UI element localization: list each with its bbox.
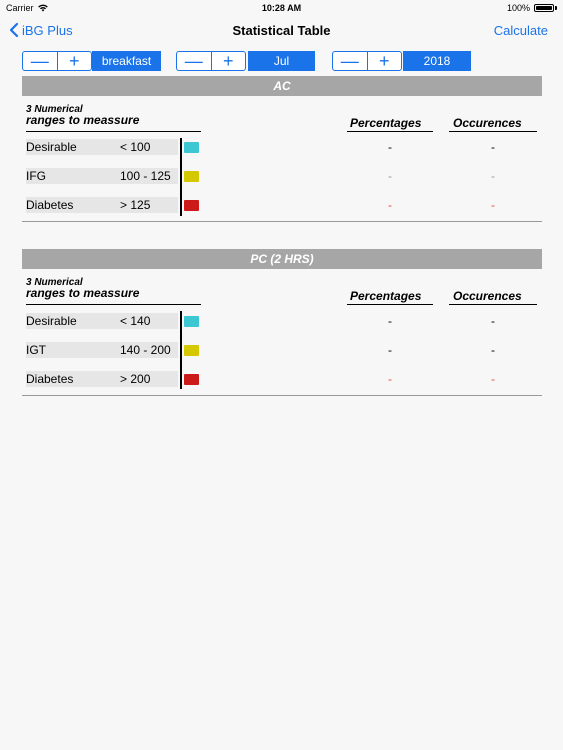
warning-swatch [184, 345, 199, 356]
occurences-underline [449, 131, 537, 132]
status-time: 10:28 AM [261, 3, 302, 13]
section-header: AC [22, 76, 542, 96]
year-increment-button[interactable]: + [367, 52, 402, 70]
carrier-label: Carrier [6, 3, 34, 13]
occurences-value: - [491, 198, 495, 212]
desirable-swatch [184, 316, 199, 327]
occurences-value: - [491, 314, 495, 328]
percentages-underline [347, 304, 433, 305]
page-title: Statistical Table [232, 23, 331, 38]
battery-tip [555, 6, 557, 10]
year-decrement-button[interactable]: — [340, 51, 359, 71]
row-name: Desirable [26, 139, 118, 155]
percentages-header: Percentages [350, 289, 422, 303]
row-name: Diabetes [26, 197, 118, 213]
meal-stepper[interactable] [22, 51, 92, 71]
section-bottom-line [22, 395, 542, 396]
calculate-button[interactable]: Calculate [493, 23, 548, 38]
meal-increment-button[interactable]: + [57, 52, 92, 70]
ranges-title [26, 277, 139, 299]
ranges-underline [26, 131, 201, 132]
battery-icon [534, 4, 554, 12]
battery-fill [536, 6, 552, 10]
range-divider [180, 138, 182, 216]
navigation-bar [0, 16, 563, 46]
ranges-title-line2: ranges to meassure [26, 286, 140, 300]
row-range: > 200 [118, 371, 178, 387]
row-name: IFG [26, 168, 118, 184]
row-range: > 125 [118, 197, 178, 213]
meal-value: breakfast [92, 51, 161, 71]
occurences-header: Occurences [453, 116, 522, 130]
percentage-value: - [388, 372, 392, 386]
meal-decrement-button[interactable]: — [30, 51, 49, 71]
percentage-value: - [388, 198, 392, 212]
month-increment-button[interactable]: + [211, 52, 246, 70]
percentage-value: - [388, 140, 392, 154]
ranges-title-line1: 3 Numerical [26, 277, 83, 288]
status-right [507, 3, 557, 13]
ranges-title-line2: ranges to meassure [26, 113, 140, 127]
danger-swatch [184, 374, 199, 385]
row-range: 100 - 125 [118, 168, 178, 184]
section-header: PC (2 HRS) [22, 249, 542, 269]
occurences-value: - [491, 343, 495, 357]
back-button-label: iBG Plus [22, 22, 73, 38]
percentage-value: - [388, 314, 392, 328]
month-decrement-button[interactable]: — [184, 51, 203, 71]
percentage-value: - [388, 169, 392, 183]
danger-swatch [184, 200, 199, 211]
occurences-value: - [491, 140, 495, 154]
warning-swatch [184, 171, 199, 182]
month-value: Jul [248, 51, 315, 71]
filter-controls [0, 51, 563, 73]
year-value: 2018 [403, 51, 471, 71]
occurences-value: - [491, 372, 495, 386]
percentage-value: - [388, 343, 392, 357]
occurences-value: - [491, 169, 495, 183]
percentages-underline [347, 131, 433, 132]
ranges-title-line1: 3 Numerical [26, 104, 83, 115]
occurences-underline [449, 304, 537, 305]
row-range: < 100 [118, 139, 178, 155]
percentages-header: Percentages [350, 116, 422, 130]
year-stepper[interactable] [332, 51, 402, 71]
month-stepper[interactable] [176, 51, 246, 71]
section-bottom-line [22, 221, 542, 222]
desirable-swatch [184, 142, 199, 153]
battery-percent: 100% [506, 3, 530, 13]
row-range: < 140 [118, 313, 178, 329]
range-divider [180, 311, 182, 389]
row-name: Diabetes [26, 371, 118, 387]
row-range: 140 - 200 [118, 342, 178, 358]
ranges-title [26, 104, 139, 126]
status-bar [0, 0, 563, 16]
row-name: IGT [26, 342, 118, 358]
occurences-header: Occurences [453, 289, 522, 303]
ranges-underline [26, 304, 201, 305]
row-name: Desirable [26, 313, 118, 329]
